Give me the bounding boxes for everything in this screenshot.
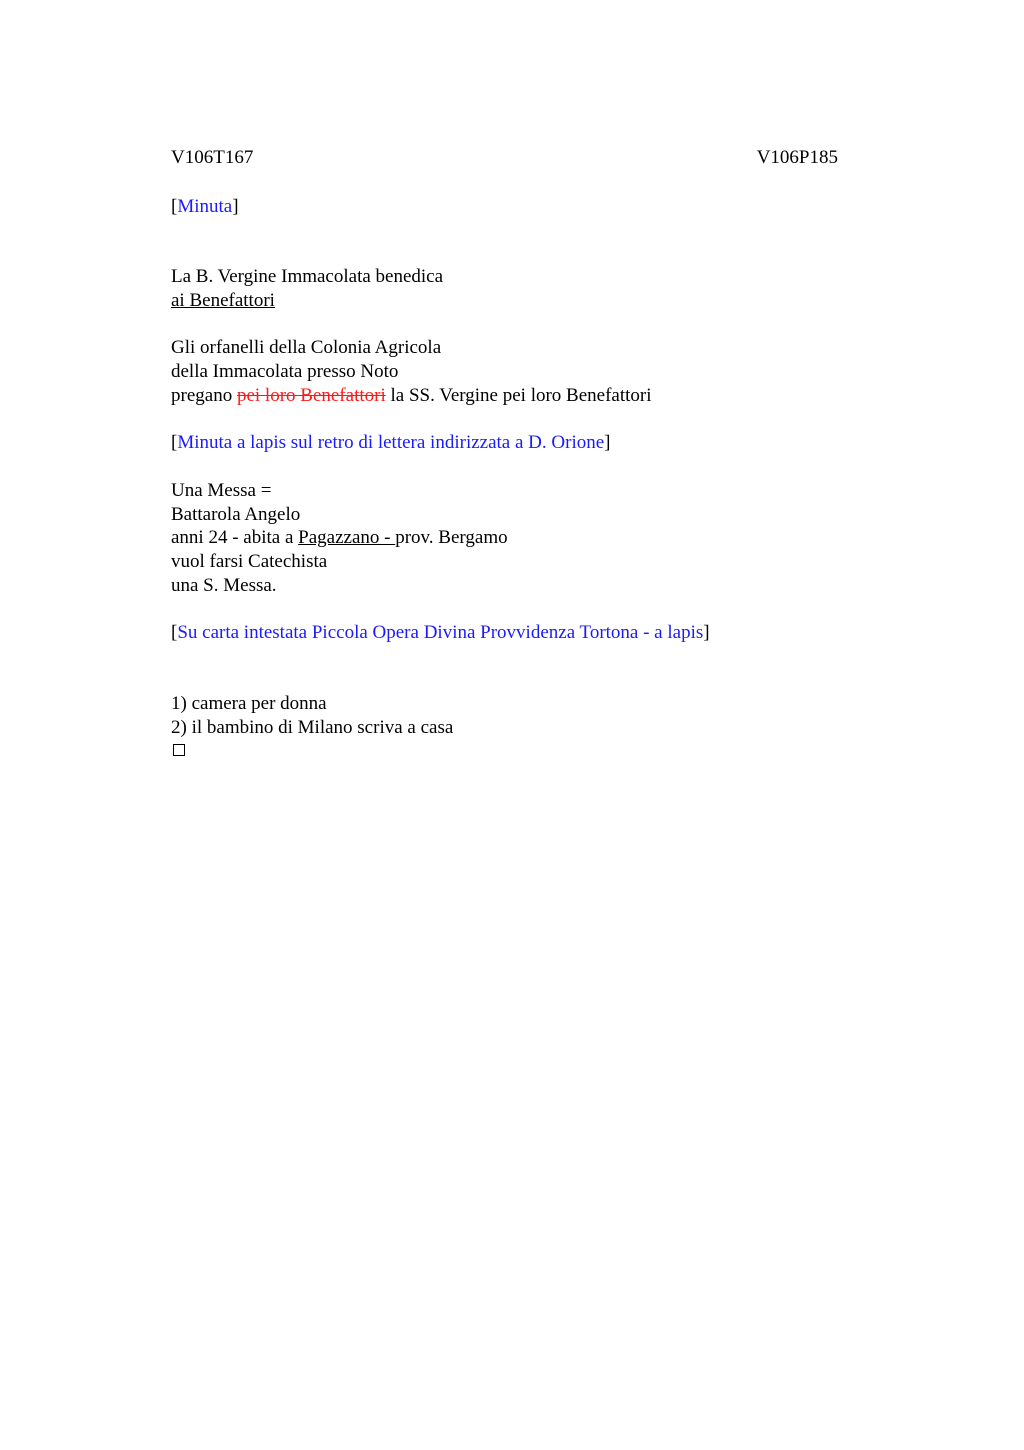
underlined-place: Pagazzano -	[298, 527, 396, 548]
bracket-open: [	[171, 196, 178, 217]
mass-line-1: Una Messa =	[171, 480, 272, 501]
orphans-line-2: della Immacolata presso Noto	[171, 361, 399, 382]
orphans-line-3-end: la SS. Vergine pei loro Benefattori	[385, 385, 652, 406]
list-item-1: 1) camera per donna	[171, 693, 327, 714]
bracket-close: ]	[604, 432, 611, 453]
editorial-note-minuta	[171, 195, 239, 219]
orphans-line-3	[171, 384, 652, 408]
bracket-open: [	[171, 432, 178, 453]
mass-line-3-start: anni 24 - abita a	[171, 527, 299, 548]
document-code-left: V106T167	[171, 147, 254, 168]
mass-line-3	[171, 526, 508, 550]
bracket-close: ]	[232, 196, 239, 217]
bracket-close: ]	[703, 622, 710, 643]
editorial-note-text: Su carta intestata Piccola Opera Divina Provvidenza Tortona - a lapis	[177, 622, 704, 643]
editorial-note-text: Minuta	[177, 196, 233, 217]
orphans-line-3-start: pregano	[171, 385, 237, 406]
mass-line-2: Battarola Angelo	[171, 504, 301, 525]
orphans-line-1: Gli orfanelli della Colonia Agricola	[171, 337, 442, 358]
editorial-note-text: Minuta a lapis sul retro di lettera indirizzata a D. Orione	[177, 432, 605, 453]
editorial-note-letterhead	[171, 621, 710, 645]
blessing-line-1: La B. Vergine Immacolata benedica	[171, 266, 444, 287]
list-item-2: 2) il bambino di Milano scriva a casa	[171, 717, 454, 738]
empty-box-icon	[173, 744, 185, 756]
blessing-line-2: ai Benefattori	[171, 290, 275, 311]
mass-line-3-end: prov. Bergamo	[395, 527, 508, 548]
mass-line-4: vuol farsi Catechista	[171, 551, 328, 572]
document-code-right: V106P185	[756, 147, 838, 168]
mass-line-5: una S. Messa.	[171, 575, 277, 596]
bracket-open: [	[171, 622, 178, 643]
editorial-note-retro	[171, 431, 610, 455]
deleted-text: pei loro Benefattori	[236, 385, 386, 406]
